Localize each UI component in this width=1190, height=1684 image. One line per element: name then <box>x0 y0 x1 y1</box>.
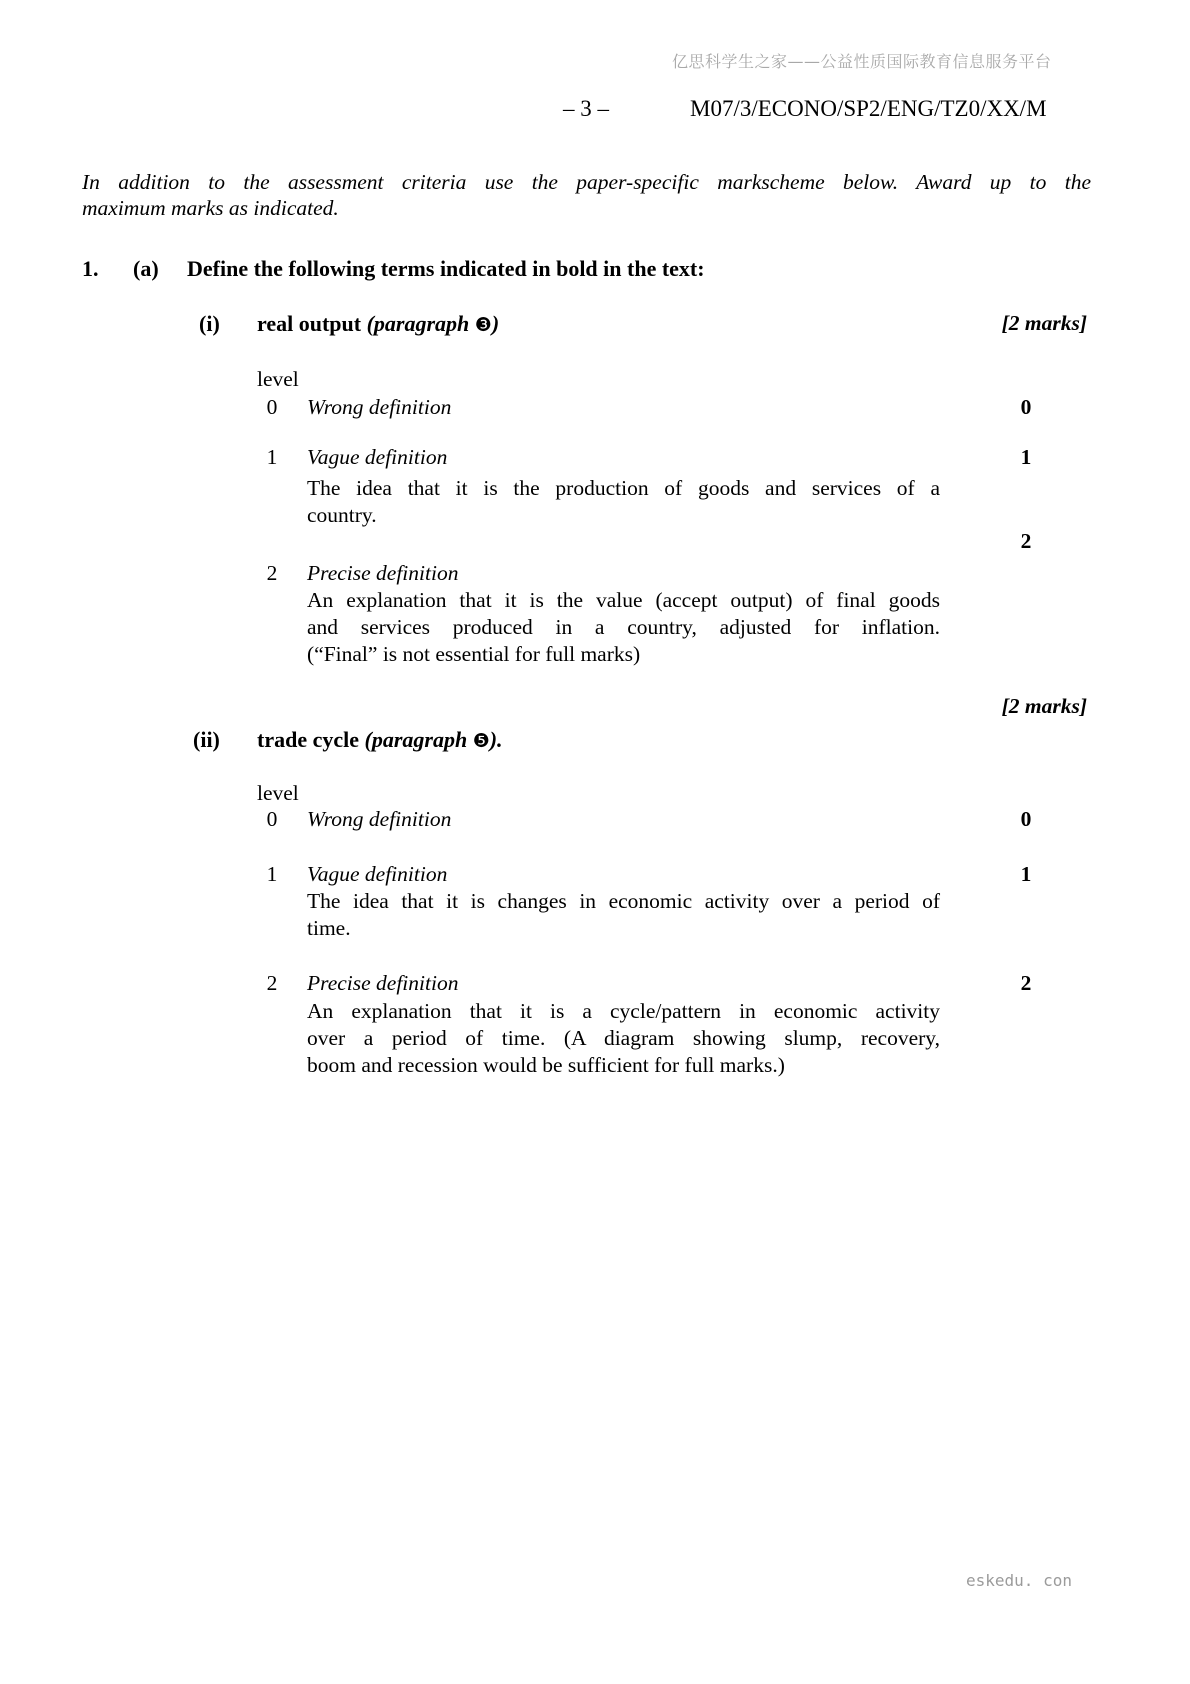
subpart-ii-level2-mark: 2 <box>1020 971 1032 995</box>
subpart-i-level0-mark: 0 <box>1020 395 1032 419</box>
subpart-ii-level0-mark: 0 <box>1020 807 1032 831</box>
intro-line-2: maximum marks as indicated. <box>82 196 339 220</box>
subpart-ii-level1-mark: 1 <box>1020 862 1032 886</box>
subpart-ii-paragraph-ref-suffix: ). <box>489 727 503 752</box>
subpart-i-level2-number: 2 <box>266 561 278 585</box>
subpart-ii-level0-number: 0 <box>266 807 278 831</box>
subpart-i-paragraph-number-icon: ❸ <box>474 314 492 336</box>
subpart-ii-level1-title: Vague definition <box>307 862 448 886</box>
subpart-i-level0-number: 0 <box>266 395 278 419</box>
subpart-ii-label: (ii) <box>193 727 220 752</box>
bottom-watermark: eskedu. con <box>966 1571 1072 1590</box>
subpart-i-level2-text-line: An explanation that it is the value (accept output) of final goods <box>307 588 940 612</box>
question-number: 1. <box>82 256 99 281</box>
subpart-i-level-label: level <box>257 367 299 391</box>
subpart-ii-level2-title: Precise definition <box>307 971 459 995</box>
subpart-ii-paragraph-number-icon: ❺ <box>472 730 490 752</box>
subpart-ii-level0-title: Wrong definition <box>307 807 452 831</box>
top-watermark: 亿思科学生之家——公益性质国际教育信息服务平台 <box>672 52 1052 71</box>
subpart-i-level1-title: Vague definition <box>307 445 448 469</box>
subpart-ii-level-label: level <box>257 781 299 805</box>
subpart-ii-level2-text-line: boom and recession would be sufficient for full marks.) <box>307 1053 785 1077</box>
subpart-i-paragraph-ref-suffix: ) <box>491 311 500 336</box>
subpart-ii-level2-text-line: over a period of time. (A diagram showing slump, recovery, <box>307 1026 940 1050</box>
page-number: – 3 – <box>563 96 609 121</box>
subpart-i-level1-text-line: The idea that it is the production of goods and services of a <box>307 476 940 500</box>
subpart-i-term-line <box>257 310 499 339</box>
subpart-ii-marks-note: [2 marks] <box>1001 694 1087 718</box>
subpart-ii-term: trade cycle <box>257 727 359 752</box>
subpart-i-level2-text-line: (“Final” is not essential for full marks) <box>307 642 641 666</box>
subpart-i-label: (i) <box>199 311 220 336</box>
subpart-ii-level2-text-line: An explanation that it is a cycle/pattern in economic activity <box>307 999 940 1023</box>
subpart-ii-term-line <box>257 726 503 755</box>
paper-code: M07/3/ECONO/SP2/ENG/TZ0/XX/M <box>690 96 1047 121</box>
subpart-ii-level1-number: 1 <box>266 862 278 886</box>
subpart-i-term: real output <box>257 311 362 336</box>
subpart-i-paragraph-ref-prefix: (paragraph <box>366 311 470 336</box>
subpart-i-marks-note: [2 marks] <box>1001 311 1087 335</box>
question-part-heading: Define the following terms indicated in bold in the text: <box>187 256 705 281</box>
subpart-i-level1-mark: 1 <box>1020 445 1032 469</box>
subpart-i-level2-title: Precise definition <box>307 561 459 585</box>
subpart-i-level1-number: 1 <box>266 445 278 469</box>
question-part-label: (a) <box>133 256 159 281</box>
subpart-i-level2-text-line: and services produced in a country, adjusted for inflation. <box>307 615 940 639</box>
subpart-i-level0-title: Wrong definition <box>307 395 452 419</box>
subpart-ii-paragraph-ref-prefix: (paragraph <box>364 727 468 752</box>
intro-line-1: In addition to the assessment criteria use the paper-specific markscheme below. Award up to the <box>82 170 1091 194</box>
subpart-ii-level1-text-line: The idea that it is changes in economic activity over a period of <box>307 889 940 913</box>
subpart-ii-level2-number: 2 <box>266 971 278 995</box>
subpart-i-level2-mark: 2 <box>1020 529 1032 553</box>
subpart-i-level1-text-line: country. <box>307 503 377 527</box>
subpart-ii-level1-text-line: time. <box>307 916 351 940</box>
